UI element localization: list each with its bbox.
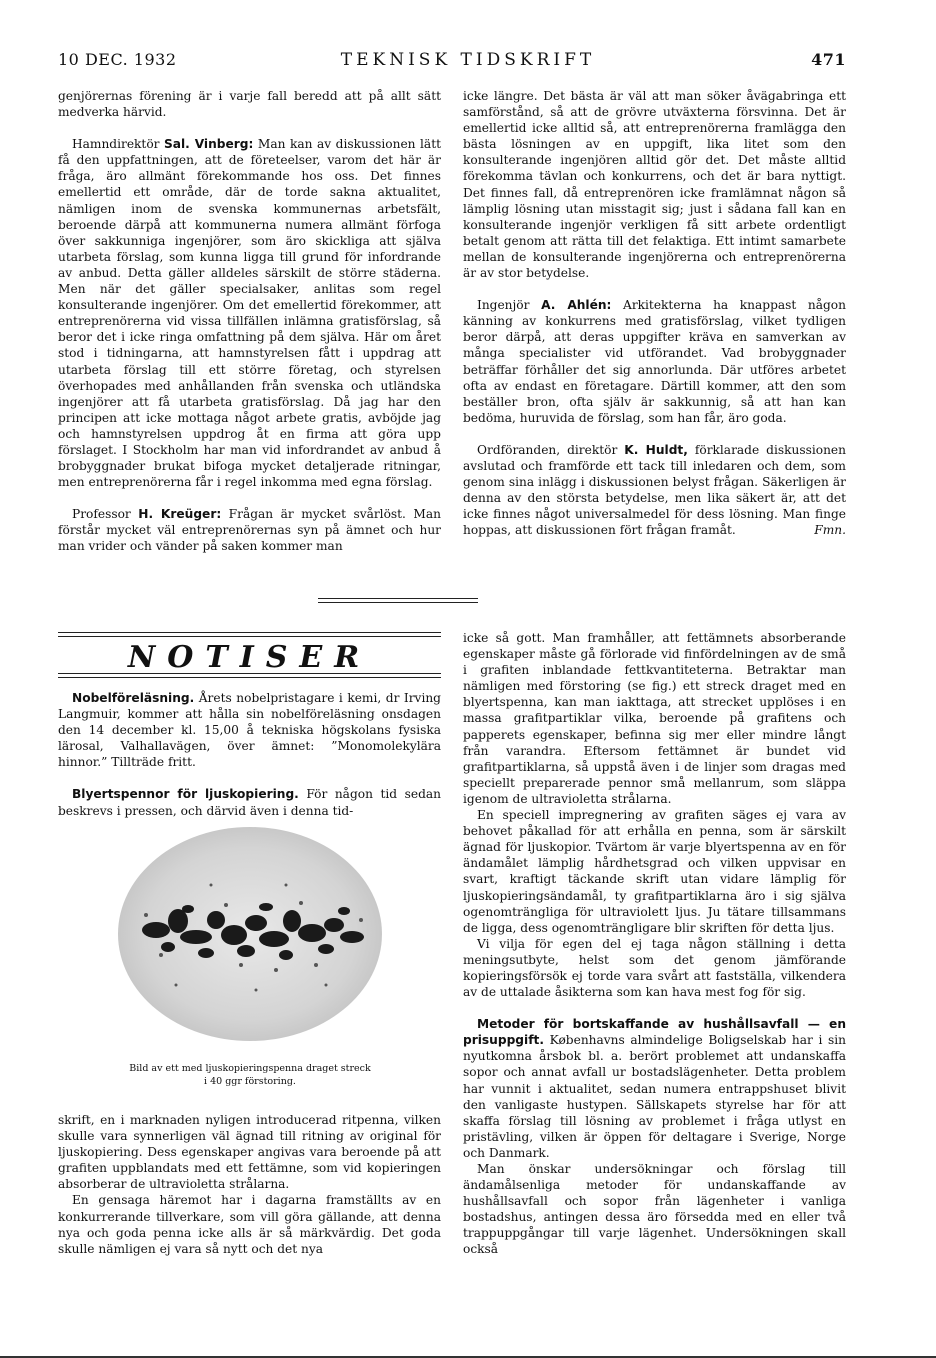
header-date: 10 DEC. 1932 bbox=[58, 50, 177, 69]
paragraph: Vi vilja för egen del ej taga någon ställning i detta meningsutbyte, helst som det genom jämförande kopieringsförsök ej torde vara svårt att fastställa, vilkendera av de uttalade åsikterna som kan hava mest fog för sig. bbox=[463, 936, 846, 1000]
photo-caption: Bild av ett med ljuskopieringspenna draget streck i 40 ggr förstoring. bbox=[129, 1063, 371, 1087]
column-bottom-left-continued bbox=[58, 1112, 441, 1257]
column-bottom-left bbox=[58, 690, 441, 819]
notice-nobel: Nobelföreläsning. Årets nobelpristagare i kemi, dr Irving Langmuir, kommer att hålla sin nobelföreläsning onsdagen den 14 december kl. 15,00 å tekniska högskolans fysiska lärosal, Valhallavägen, över ämnet: ”Monomolekylära hinnor.” Tillträde fritt. bbox=[58, 691, 441, 770]
paragraph-vinberg: Hamndirektör Sal. Vinberg: Man kan av diskussionen lätt få den uppfattningen, att de företeelser, varom det här är fråga, äro allmänt förekommande hos oss. Det finnes emellertid ett område, där de torde sakna aktualitet, nämligen inom de svenska kommunernas arbetsfält, beroende därpå att kommunerna numera allmänt förfoga över sakkunniga ingenjörer, som äro skickliga att själva utarbeta förslag, som kunna ligga till grund för infordrande av anbud. Detta gäller alldeles särskilt de större städerna. Men när det gäller specialsaker, anlitas som regel konsulterande ingenjörer. Om det emellertid förekommer, att entreprenörerna vid vissa tillfällen inlämna gratisförslag, så beror det i icke ringa omfattning på dem själva. Här om året stod i tidningarna, att hamnstyrelsen fått i uppdrag att utarbeta förslag till ett större företag, och styrelsen överhopades med anhållanden från svenska och utländska ingenjörer att få utarbeta gratisförslag. Då jag har den principen att icke mottaga något arbete gratis, avböjde jag och hamnstyrelsen uppdrog åt en firma att göra upp förslaget. I Stockholm har man vid infordrandet av anbud å brobyggnader brukat bifoga mycket detaljerade ritningar, men entreprenörerna får i regel inkomma med egna förslag. bbox=[58, 137, 441, 490]
paragraph: skrift, en i marknaden nyligen introducerad ritpenna, vilken skulle vara synnerligen väl ägnad till ritning av original för ljuskopiering. Dess egenskaper angivas vara beroende på att grafiten uppblandats med ett fettämne, som vid kopieringen absorberar de ultravioletta strålarna. bbox=[58, 1113, 441, 1192]
paragraph: En speciell impregnering av grafiten säges ej vara av behovet påkallad för att erhålla en penna, som är särskilt ägnad för ljuskopior. Tvärtom är varje blyertspenna av en för ändamålet lämplig hårdhetsgrad och vilken uppvisar en svart, kraftigt täckande skrift utan vidare lämplig för ljuskopieringsändamål, ty grafitpartiklarna äro i sig själva ogenomträngliga för ultraviolett ljus. Ju tätare tillsammans de ligga, dess ogenomträngligare blir skriften för detta ljus. bbox=[463, 808, 846, 935]
section-heading: NOTISER bbox=[127, 640, 372, 675]
paragraph-huldt: Ordföranden, direktör K. Huldt, förklarade diskussionen avslutad och framförde ett tack till inledaren och dem, som genom sina inlägg i diskussionen belyst frågan. Säkerligen är denna av den största betydelse, men lika säkert är, att det icke finnes något universalmedel för dess lösning. Man finge hoppas, att diskussionen fört frågan framåt. Fmn. bbox=[463, 442, 846, 538]
separator-rule bbox=[318, 598, 478, 599]
paragraph: icke så gott. Man framhåller, att fettämnets absorberande egenskaper måste gå förlorade vid finfördelningen av de små i grafiten inblandade fettkvantiteterna. Betraktar man nämligen med förstoring (se fig.) ett streck draget med en blyertspenna, kan man iakttaga, att strecket upplöses i en massa grafitpartiklar vilka, beroende på grafitens och papperets egenskaper, befinna sig mer eller mindre långt från varandra. Eftersom fettämnet är bundet vid grafitpartiklarna, så uppstå även i de linjer som dragas med speciellt preparerade pennor små mellanrum, som släppa igenom de ultravioletta strålarna. bbox=[463, 631, 846, 806]
notice-title: Blyertspennor för ljuskopiering. bbox=[72, 787, 299, 802]
paragraph-ahlen: Ingenjör A. Ahlén: Arkitekterna ha knappast någon känning av konkurrens med gratisförslag, vilket tydligen beror därpå, att deras uppgifter kräva en samverkan av många specialister vid utförandet. Vad brobyggnader beträffar förhåller det sig annorlunda. Där utföres arbetet ofta av endast en företagare. Därtill kommer, att den som beställer bron, ofta själv är sakkunnig, så att han kan bedöma, huruvida de förslag, som han får, äro goda. bbox=[463, 298, 846, 425]
page-number: 471 bbox=[811, 50, 846, 69]
speaker-name: H. Kreüger: bbox=[138, 507, 222, 522]
paragraph: genjörernas förening är i varje fall beredd att på allt sätt medverka härvid. bbox=[58, 89, 441, 120]
paragraph: icke längre. Det bästa är väl att man söker åvägabringa ett samförstånd, så att de grövre utväxterna försvinna. Det är emellertid icke alltid så, att entreprenörerna framlägga den bästa lösningen av en uppgift, lika litet som den konsulterande ingenjören alltid gör det. Det måste alltid förekomma tävlan och konkurrens, och det är bara nyttigt. Det finnes fall, då entreprenören icke framlämnat någon så lämplig lösning utan misstagit sig; just i sådana fall kan en konsulterande ingenjör verkligen få sitt arbete ordentligt betalt genom att rätta till det felaktiga. Ett intimt samarbete mellan de konsulterande ingenjörerna och entreprenörerna är av stor betydelse. bbox=[463, 89, 846, 281]
paragraph: Man önskar undersökningar och förslag till ändamålsenliga metoder för undanskaffande av hushållsavfall och sopor från lägenheter i vanliga bostadshus, antingen dessa äro försedda med en eller två trappuppgångar till varje lägenhet. Undersökningen skall också bbox=[463, 1162, 846, 1257]
column-bottom-right bbox=[463, 630, 846, 1258]
journal-title: TEKNISK TIDSKRIFT bbox=[340, 50, 596, 70]
paragraph-kreuger: Professor H. Kreüger: Frågan är mycket svårlöst. Man förstår mycket väl entreprenörernas syn på ämnet och hur man vrider och vänder på saken kommer man bbox=[58, 507, 442, 554]
notice-pencil: Blyertspennor för ljuskopiering. För någon tid sedan beskrevs i pressen, och därvid även i denna tid- bbox=[58, 787, 441, 818]
speaker-name: K. Huldt, bbox=[624, 442, 688, 457]
notice-title: Nobelföreläsning. bbox=[72, 691, 195, 705]
notice-waste: Metoder för bortskaffande av hushållsavfall — en prisuppgift. Københavns almindelige Boligselskab har i sin nyutkomna årsbok bl. a. berört problemet att undanskaffa sopor och annat avfall ur bostadslägenheter. Detta problem har vunnit i aktualitet, sedan numera entrappshuset blivit den vanligaste hustypen. Sällskapets styrelse har för att skaffa förslag till lösning av problemet i fråga utlyst en pristävling, vilken är öppen för deltagare i Sverige, Norge och Danmark. bbox=[463, 1017, 846, 1160]
speaker-name: Sal. Vinberg: bbox=[164, 137, 254, 152]
notice-title: Metoder för bortskaffande av hushållsavfall — en prisuppgift. bbox=[463, 1017, 846, 1048]
speaker-name: A. Ahlén: bbox=[541, 298, 612, 313]
signature: Fmn. bbox=[814, 523, 846, 538]
column-top-left bbox=[58, 88, 441, 555]
column-top-right bbox=[463, 88, 846, 538]
notiser-heading-box bbox=[58, 632, 441, 678]
separator-rule bbox=[318, 602, 478, 603]
pencil-stroke-photo bbox=[116, 825, 384, 1043]
paragraph: En gensaga häremot har i dagarna framställts av en konkurrerande tillverkare, som vill göra gällande, att denna nya och goda penna icke alls är så märkvärdig. Det goda skulle nämligen ej vara så nytt och det nya bbox=[58, 1193, 441, 1256]
